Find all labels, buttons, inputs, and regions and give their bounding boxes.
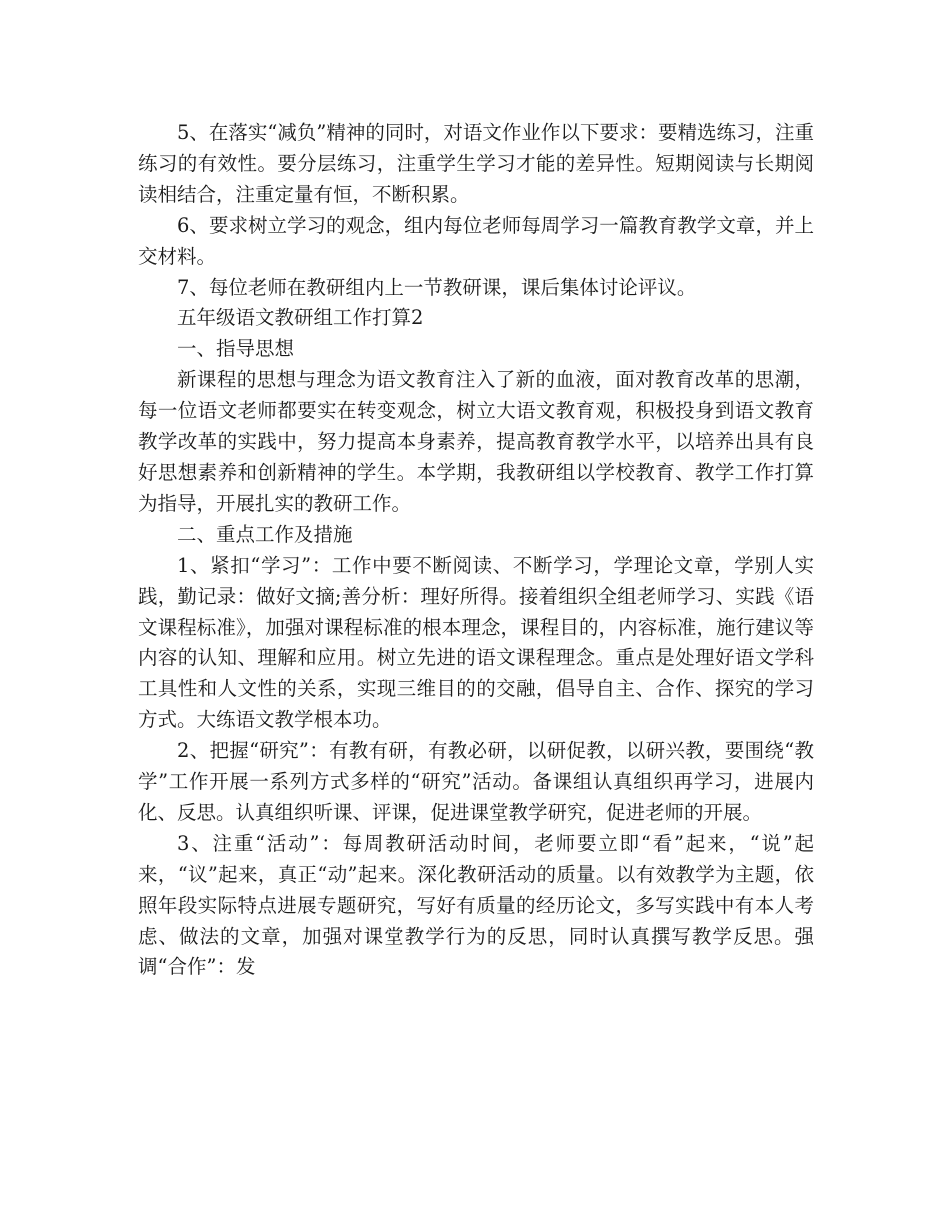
document-page [138,118,814,983]
section-title: 五年级语文教研组工作打算2 [177,306,424,330]
paragraph-research: 2、把握“研究”：有教有研，有教必研，以研促教，以研兴教，要围绕“教学”工作开展一系列方式多样的“研究”活动。备课组认真组织再学习，进展内化、反思。认真组织听课、评课，促进课堂教学研究，促进老师的开展。 [138,739,814,824]
paragraph-learning: 1、紧扣“学习”：工作中要不断阅读、不断学习，学理论文章，学别人实践，勤记录：做好文摘;善分析：理好所得。接着组织全组老师学习、实践《语文课程标准》，加强对课程标准的根本理念，课程目的，内容标准，施行建议等内容的认知、理解和应用。树立先进的语文课程理念。重点是处理好语文学科工具性和人文性的关系，实现三维目的的交融，倡导自主、合作、探究的学习方式。大练语文教学根本功。 [138,553,814,732]
paragraph-activity: 3、注重“活动”：每周教研活动时间，老师要立即“看”起来，“说”起来，“议”起来，真正“动”起来。深化教研活动的质量。以有效教学为主题，依照年段实际特点进展专题研究，写好有质量的经历论文，多写实践中有本人考虑、做法的文章，加强对课堂教学行为的反思，同时认真撰写教学反思。强调“合作”：发 [138,831,814,979]
heading-key-work: 二、重点工作及措施 [177,522,353,546]
heading-guiding-thought: 一、指导思想 [177,337,295,361]
paragraph-item-6: 6、要求树立学习的观念，组内每位老师每周学习一篇教育教学文章，并上交材料。 [138,213,814,268]
paragraph-item-5: 5、在落实“减负”精神的同时，对语文作业作以下要求：要精选练习，注重练习的有效性。要分层练习，注重学生学习才能的差异性。短期阅读与长期阅读相结合，注重定量有恒，不断积累。 [138,121,814,206]
paragraph-item-7: 7、每位老师在教研组内上一节教研课，课后集体讨论评议。 [177,275,697,299]
paragraph-guiding-thought: 新课程的思想与理念为语文教育注入了新的血液，面对教育改革的思潮，每一位语文老师都要实在转变观念，树立大语文教育观，积极投身到语文教育教学改革的实践中，努力提高本身素养，提高教育教学水平，以培养出具有良好思想素养和创新精神的学生。本学期，我教研组以学校教育、教学工作打算为指导，开展扎实的教研工作。 [138,368,814,515]
